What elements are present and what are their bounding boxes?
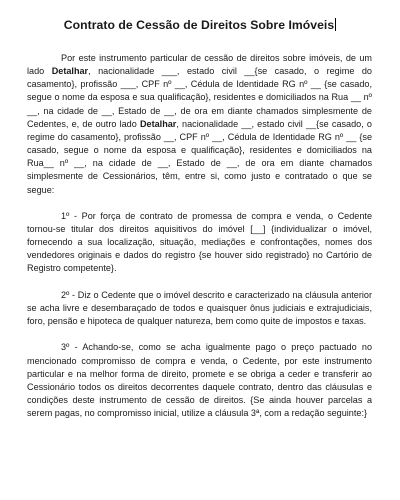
clause-3-paragraph: 3º - Achando-se, como se acha igualmente pago o preço pactuado no mencionado compromisso de compra e venda, o Cedente, por este instrumento particular e na melhor forma de direito, promete e se obriga a ceder e transferir ao Cessionário todos os direitos decorrentes daquele contrato, dentro das cláusulas e condições deste instrumento de cessão de direitos. {Se ainda houver parcelas a serem pagas, no compromisso inicial, utilize a cláusula 3ª, com a redação seguinte:} xyxy=(27,342,372,419)
document-body xyxy=(27,52,372,420)
intro-paragraph xyxy=(27,52,372,197)
document-title-text: Contrato de Cessão de Direitos Sobre Imóveis xyxy=(63,18,335,32)
party-name-cedente: Detalhar xyxy=(51,66,89,77)
clause-1-paragraph: 1º - Por força de contrato de promessa de compra e venda, o Cedente tornou-se titular dos direitos aquisitivos do imóvel [__] {individualizar o imóvel, fornecendo a sua localização, situação, mediações e confrontações, nomes dos vendedores originais e dados do registro {se houver sido registrado} no Cartório de Registro competente}. xyxy=(27,210,372,274)
document-title xyxy=(0,18,400,33)
text-cursor xyxy=(335,18,336,31)
clause-2-paragraph: 2º - Diz o Cedente que o imóvel descrito e caracterizado na cláusula anterior se acha livre e desembaraçado de todos e quaisquer ônus judiciais e extrajudiciais, foro, pensão e hipoteca de qualquer natureza, bem como quite de impostos e taxas. xyxy=(27,289,372,327)
intro-text-part-3: , nacionalidade __, estado civil __{se casado, o regime do casamento}, profissão __, CPF nº __, Cédula de Identidade RG nº __ {se casado, segue o nome da esposa e qualificação}, residentes e domiciliados na Rua__ nº __, na cidade de __, Estado de __, de ora em diante chamados simplesmente de Cessionários, têm, entre si, como justo e contratado o que se segue: xyxy=(27,118,372,195)
intro-text-part-2: , nacionalidade ___, estado civil __{se casado, o regime do casamento}, profissão ___, CPF nº __, Cédula de Identidade RG nº __ {se casado, segue o nome da esposa e sua qualificação}, residentes e domiciliados na Rua __ nº __, na cidade de __, Estado de __, de ora em diante chamados simplesmente de Cedentes, e, de outro lado xyxy=(27,66,372,129)
intro-text-part-1: Por este instrumento particular de cessão de direitos sobre imóveis, de um lado xyxy=(27,53,372,77)
party-name-cessionario: Detalhar xyxy=(139,118,177,129)
